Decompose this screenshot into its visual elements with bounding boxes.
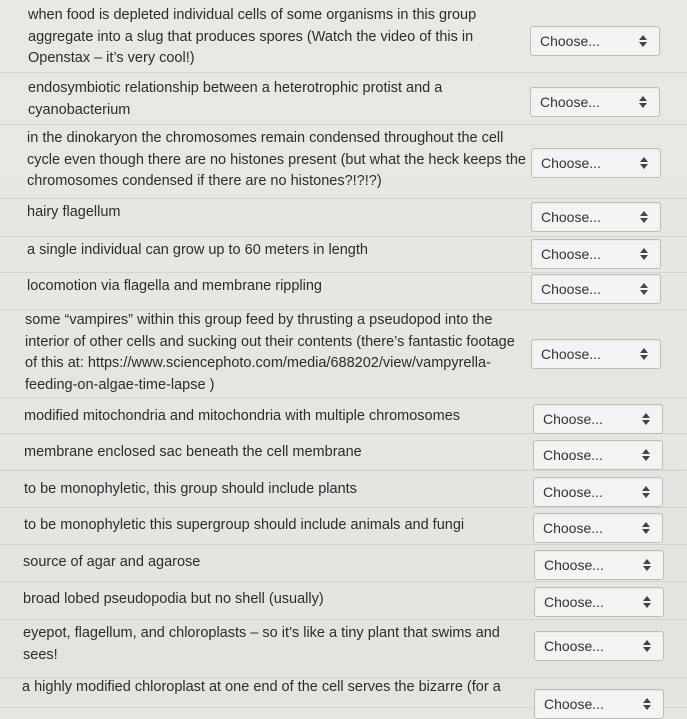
select-value: Choose... xyxy=(543,411,603,427)
question-text-line: source of agar and agarose xyxy=(23,554,201,570)
up-down-arrows-icon xyxy=(640,248,648,262)
answer-select[interactable] xyxy=(534,631,664,661)
question-text xyxy=(27,202,121,224)
select-value: Choose... xyxy=(544,696,604,712)
question-text-line: in the dinokaryon the chromosomes remain condensed throughout the cell xyxy=(27,130,504,146)
question-text-line: broad lobed pseudopodia but no shell (usually) xyxy=(23,591,324,607)
question-text-line: a single individual can grow up to 60 meters in length xyxy=(27,242,368,258)
answer-select[interactable] xyxy=(533,513,663,543)
select-value: Choose... xyxy=(543,447,603,463)
answer-select[interactable] xyxy=(531,202,661,232)
up-down-arrows-icon xyxy=(640,211,648,225)
question-text xyxy=(22,677,501,699)
question-text xyxy=(25,310,515,396)
up-down-arrows-icon xyxy=(640,157,648,171)
question-text-line: cycle even though there are no histones present (but what the heck keeps the xyxy=(27,151,526,168)
question-text-line: chromosomes condensed if there are no histones?!?!?) xyxy=(27,173,382,189)
question-text-line: membrane enclosed sac beneath the cell membrane xyxy=(24,444,362,460)
select-value: Choose... xyxy=(541,346,601,362)
question-text-line: sees! xyxy=(23,646,58,663)
question-text-line: endosymbiotic relationship between a heterotrophic protist and a xyxy=(28,80,443,96)
up-down-arrows-icon xyxy=(642,449,650,463)
up-down-arrows-icon xyxy=(640,348,648,362)
up-down-arrows-icon xyxy=(640,283,648,297)
select-value: Choose... xyxy=(544,557,604,573)
answer-select[interactable] xyxy=(533,440,663,470)
up-down-arrows-icon xyxy=(643,698,651,712)
question-text-line: to be monophyletic, this group should include plants xyxy=(24,481,357,497)
select-value: Choose... xyxy=(543,520,603,536)
question-text-line: some “vampires” within this group feed by thrusting a pseudopod into the xyxy=(25,312,493,328)
select-value: Choose... xyxy=(541,246,601,262)
answer-select[interactable] xyxy=(530,87,660,117)
select-value: Choose... xyxy=(544,594,604,610)
select-value: Choose... xyxy=(540,94,600,110)
question-text-line: of this at: https://www.sciencephoto.com/media/688202/view/vampyrella- xyxy=(25,355,491,371)
question-text-line: Openstax – it’s very cool!) xyxy=(28,50,195,66)
up-down-arrows-icon xyxy=(643,559,651,573)
question-text xyxy=(24,442,362,464)
question-text xyxy=(27,276,322,298)
answer-select[interactable] xyxy=(530,26,660,56)
question-text-line: a highly modified chloroplast at one end of the cell serves the bizarre (for a xyxy=(22,679,501,695)
question-text-line: hairy flagellum xyxy=(27,204,121,220)
answer-select[interactable] xyxy=(534,587,664,617)
question-text xyxy=(23,589,324,611)
question-text xyxy=(23,552,200,574)
question-text-line: eyepot, flagellum, and chloroplasts – so it’s like a tiny plant that swims and xyxy=(23,625,500,641)
answer-select[interactable] xyxy=(533,404,663,434)
up-down-arrows-icon xyxy=(642,413,650,427)
select-value: Choose... xyxy=(541,209,601,225)
question-text xyxy=(27,240,368,262)
up-down-arrows-icon xyxy=(639,96,647,110)
select-value: Choose... xyxy=(540,33,600,49)
answer-select[interactable] xyxy=(531,148,661,178)
question-text-line: modified mitochondria and mitochondria with multiple chromosomes xyxy=(24,408,461,424)
question-text xyxy=(27,128,526,193)
question-text xyxy=(28,78,442,121)
question-text xyxy=(24,515,464,537)
question-text xyxy=(23,623,500,666)
select-value: Choose... xyxy=(541,281,601,297)
answer-select[interactable] xyxy=(531,239,661,269)
up-down-arrows-icon xyxy=(642,522,650,536)
answer-select[interactable] xyxy=(534,689,664,719)
up-down-arrows-icon xyxy=(643,640,651,654)
question-text-line: when food is depleted individual cells of some organisms in this group xyxy=(28,7,477,23)
question-text-line: interior of other cells and sucking out their contents (there’s fantastic footage xyxy=(25,333,515,350)
question-text-line: feeding-on-algae-time-lapse ) xyxy=(25,376,215,393)
question-text xyxy=(28,5,476,70)
up-down-arrows-icon xyxy=(639,35,647,49)
answer-select[interactable] xyxy=(531,339,661,369)
answer-select[interactable] xyxy=(534,550,664,580)
question-text xyxy=(24,479,357,501)
select-value: Choose... xyxy=(543,484,603,500)
up-down-arrows-icon xyxy=(643,596,651,610)
question-text-line: cyanobacterium xyxy=(28,101,131,118)
answer-select[interactable] xyxy=(531,274,661,304)
up-down-arrows-icon xyxy=(642,486,650,500)
question-text xyxy=(24,406,460,428)
select-value: Choose... xyxy=(544,638,604,654)
answer-select[interactable] xyxy=(533,477,663,507)
question-text-line: locomotion via flagella and membrane rippling xyxy=(27,278,322,294)
question-text-line: aggregate into a slug that produces spores (Watch the video of this in xyxy=(28,28,474,45)
question-text-line: to be monophyletic this supergroup should include animals and fungi xyxy=(24,517,465,533)
select-value: Choose... xyxy=(541,155,601,171)
